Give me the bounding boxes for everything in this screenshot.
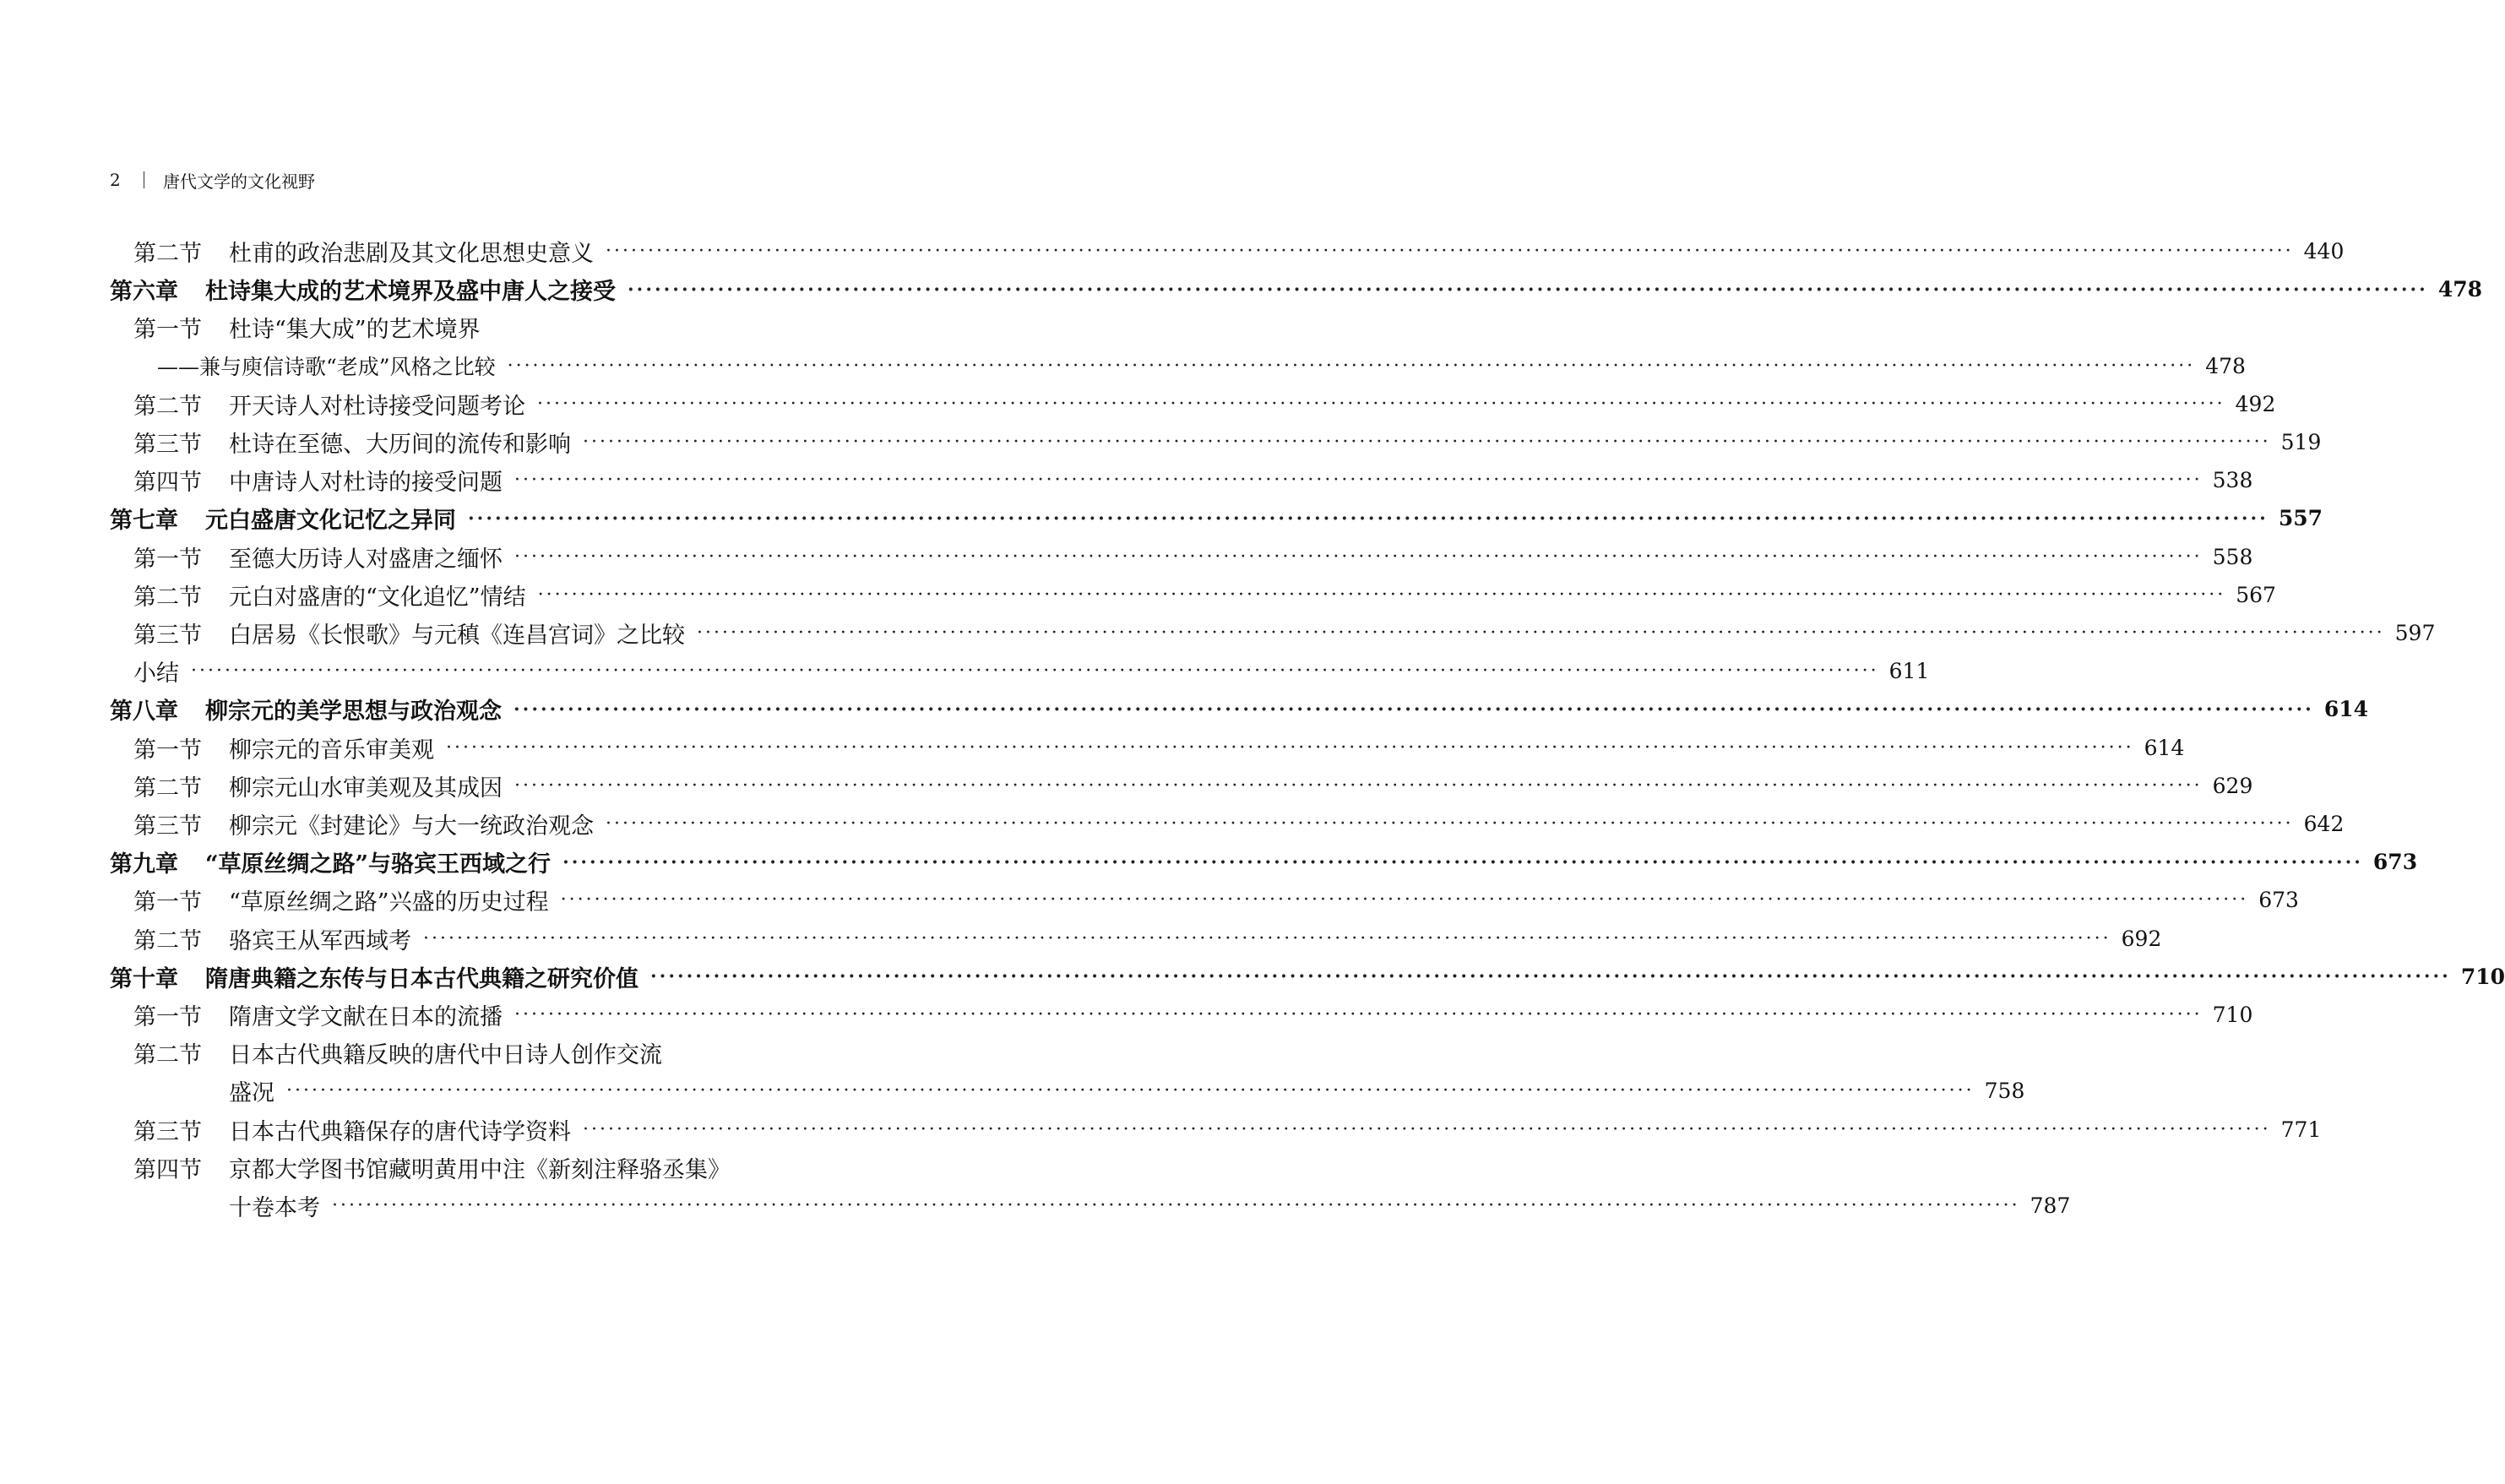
leader-dots: ········································································································································································································ <box>606 813 2294 834</box>
chapter-title: 隋唐典籍之东传与日本古代典籍之研究价值 <box>205 965 638 992</box>
page-ref: 771 <box>2280 1117 2322 1142</box>
page-ref: 673 <box>2258 888 2299 913</box>
chapter-title: “草原丝绸之路”与骆宾王西域之行 <box>205 851 552 878</box>
leader-dots: ········································································································································································································ <box>514 470 2203 492</box>
section-number: 第四节 <box>133 470 202 497</box>
section-title: 中唐诗人对杜诗的接受问题 <box>229 470 503 497</box>
toc-section-row <box>0 993 2253 1036</box>
section-number: 第一节 <box>133 1004 202 1030</box>
section-number: 第一节 <box>133 546 202 573</box>
page-ref: 710 <box>2212 1003 2253 1027</box>
section-number: 第三节 <box>133 813 202 840</box>
chapter-title: 杜诗集大成的艺术境界及盛中唐人之接受 <box>205 279 616 306</box>
page-ref: 567 <box>2236 582 2276 607</box>
title-continuation: 盛况 <box>229 1080 274 1107</box>
section-title: 隋唐文学文献在日本的流播 <box>229 1004 503 1030</box>
toc-section-row <box>0 764 2253 807</box>
toc-continuation-row <box>0 1069 2025 1112</box>
leader-dots: ········································································································································································································ <box>650 965 2451 988</box>
section-number: 第一节 <box>133 889 202 916</box>
section-title: 日本古代典籍保存的唐代诗学资料 <box>229 1118 571 1145</box>
toc-section-row <box>0 1031 912 1074</box>
leader-dots: ········································································································································································································ <box>606 241 2294 262</box>
leader-dots: ········································································································································································································ <box>507 355 2196 377</box>
chapter-number: 第八章 <box>110 699 178 726</box>
toc-chapter-row <box>0 497 2323 540</box>
toc-section-row <box>0 917 2162 960</box>
page-ref: 692 <box>2121 926 2162 951</box>
chapter-title: 柳宗元的美学思想与政治观念 <box>205 699 502 726</box>
section-title: 柳宗元山水审美观及其成因 <box>229 775 503 802</box>
page-ref: 558 <box>2212 544 2253 569</box>
section-title: 至德大历诗人对盛唐之缅怀 <box>229 546 503 573</box>
section-number: 第三节 <box>133 1118 202 1145</box>
page-ref: 629 <box>2212 773 2253 798</box>
section-number: 第二节 <box>133 584 202 611</box>
chapter-number: 第六章 <box>110 279 178 306</box>
page-ref: 597 <box>2394 621 2436 645</box>
title-continuation: 十卷本考 <box>229 1195 320 1221</box>
page-ref: 758 <box>1984 1079 2025 1104</box>
page-ref: 787 <box>2030 1193 2071 1218</box>
toc-chapter-row <box>0 955 2505 998</box>
page-ref: 642 <box>2303 812 2345 836</box>
section-title: 元白对盛唐的“文化追忆”情结 <box>229 584 526 611</box>
leader-dots: ········································································································································································································ <box>537 393 2225 415</box>
section-number: 小结 <box>133 660 179 688</box>
toc-section-row <box>0 802 2345 845</box>
page-ref: 614 <box>2144 735 2185 760</box>
page-ref: 611 <box>1888 659 1930 684</box>
leader-dots: ········································································································································································································ <box>583 432 2271 453</box>
toc-continuation-row <box>0 1184 2071 1227</box>
page-ref: 710 <box>2460 964 2505 989</box>
running-header <box>110 167 315 193</box>
toc-section-row <box>0 1146 912 1189</box>
section-title: “草原丝绸之路”兴盛的历史过程 <box>229 889 549 916</box>
section-title: 柳宗元《封建论》与大一统政治观念 <box>229 813 594 840</box>
leader-dots: ········································································································································································································ <box>191 660 1879 682</box>
toc-section-row <box>0 573 2276 617</box>
chapter-number: 第七章 <box>110 508 178 535</box>
section-title: 骆宾王从军西域考 <box>229 927 411 954</box>
leader-dots: ········································································································································································································ <box>628 278 2428 301</box>
section-number: 第二节 <box>133 241 202 267</box>
toc-section-row <box>0 459 2253 502</box>
book-title: 唐代文学的文化视野 <box>163 171 315 192</box>
page-number: 2 <box>110 170 121 190</box>
toc-section-row <box>0 612 2436 655</box>
section-title: 杜甫的政治悲剧及其文化思想史意义 <box>229 241 594 267</box>
page-ref: 478 <box>2205 353 2246 378</box>
toc-section-row <box>0 878 2299 921</box>
section-title: 开天诗人对杜诗接受问题考论 <box>229 393 525 420</box>
section-title: 日本古代典籍反映的唐代中日诗人创作交流 <box>229 1042 662 1069</box>
toc-section-row <box>0 306 912 349</box>
page-ref: 478 <box>2437 277 2483 302</box>
section-title: 柳宗元的音乐审美观 <box>229 737 434 764</box>
leader-dots: ········································································································································································································ <box>423 927 2111 949</box>
section-number: 第一节 <box>133 317 202 344</box>
section-number: 第二节 <box>133 927 202 954</box>
section-number: 第二节 <box>133 775 202 802</box>
toc-continuation-row <box>0 345 2246 388</box>
chapter-number: 第九章 <box>110 851 178 878</box>
leader-dots: ········································································································································································································ <box>446 737 2134 758</box>
leader-dots: ········································································································································································································ <box>697 622 2385 644</box>
leader-dots: ········································································································································································································ <box>560 889 2249 911</box>
toc-section-row <box>0 383 2276 426</box>
leader-dots: ········································································································································································································ <box>537 584 2226 606</box>
section-number: 第三节 <box>133 432 202 458</box>
leader-dots: ········································································································································································································ <box>562 851 2363 873</box>
chapter-number: 第十章 <box>110 965 178 992</box>
leader-dots: ········································································································································································································ <box>513 698 2314 720</box>
toc-chapter-row <box>0 268 2483 311</box>
toc-chapter-row <box>0 840 2418 883</box>
page-ref: 538 <box>2212 468 2253 493</box>
toc-section-row <box>0 230 2345 273</box>
section-number: 第四节 <box>133 1156 202 1183</box>
page-ref: 673 <box>2372 850 2418 875</box>
leader-dots: ········································································································································································································ <box>468 507 2269 530</box>
leader-dots: ········································································································································································································ <box>332 1195 2020 1216</box>
page-ref: 492 <box>2235 391 2276 416</box>
subtitle-line: ——兼与庾信诗歌“老成”风格之比较 <box>157 355 496 380</box>
leader-dots: ········································································································································································································ <box>514 775 2203 796</box>
section-title: 白居易《长恨歌》与元稹《连昌宫词》之比较 <box>229 622 685 649</box>
section-number: 第二节 <box>133 393 202 420</box>
toc-section-row <box>0 1108 2322 1151</box>
leader-dots: ········································································································································································································ <box>514 546 2203 568</box>
leader-dots: ········································································································································································································ <box>583 1118 2271 1140</box>
toc-section-row <box>0 535 2253 579</box>
toc-section-row <box>0 726 2185 769</box>
toc-section-row <box>0 650 1930 693</box>
toc-section-row <box>0 421 2322 464</box>
section-title: 杜诗在至德、大历间的流传和影响 <box>229 432 571 458</box>
section-title: 京都大学图书馆藏明黄用中注《新刻注释骆丞集》 <box>229 1156 731 1183</box>
page-ref: 440 <box>2303 239 2345 264</box>
section-title: 杜诗“集大成”的艺术境界 <box>229 317 481 344</box>
leader-dots: ········································································································································································································ <box>286 1080 1975 1102</box>
page-ref: 519 <box>2280 430 2322 454</box>
section-number: 第一节 <box>133 737 202 764</box>
section-number: 第二节 <box>133 1042 202 1069</box>
page-ref: 557 <box>2278 506 2323 531</box>
leader-dots: ········································································································································································································ <box>514 1004 2203 1025</box>
chapter-title: 元白盛唐文化记忆之异同 <box>205 508 456 535</box>
page-ref: 614 <box>2323 697 2369 722</box>
section-number: 第三节 <box>133 622 202 649</box>
toc-chapter-row <box>0 688 2369 731</box>
